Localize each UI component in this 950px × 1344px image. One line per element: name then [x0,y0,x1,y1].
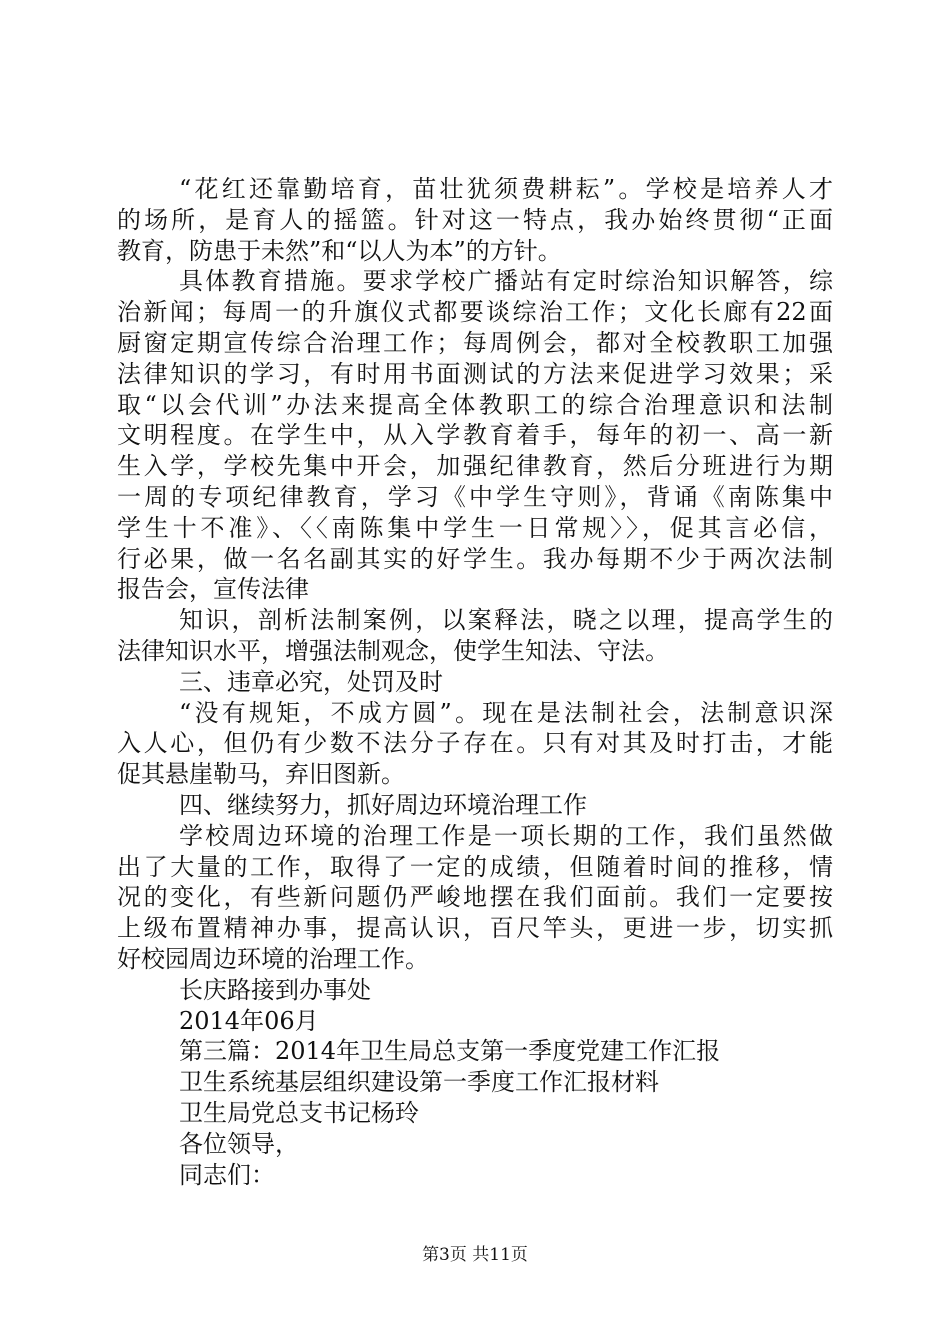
text-line: 报告会，宣传法律 [117,575,309,604]
text-line: 学生十不准》、〈〈南陈集中学生一日常规〉〉，促其言必信， [117,513,833,542]
salutation: 各位领导， [179,1129,299,1158]
text-line: 学校周边环境的治理工作是一项长期的工作，我们虽然做 [179,821,833,850]
text-line: 行必果，做一名名副其实的好学生。我办每期不少于两次法制 [117,544,833,573]
text-line: 的场所，是育人的摇篮。针对这一特点，我办始终贯彻“正面 [117,205,833,234]
signature-office: 长庆路接到办事处 [179,975,371,1004]
text-line: 上级布置精神办事，提高认识，百尺竿头，更进一步，切实抓 [117,914,833,943]
salutation: 同志们： [179,1160,275,1189]
signature-date: 2014年06月 [179,1006,319,1035]
page-number-footer: 第3页 共11页 [422,1245,528,1265]
text-line: 取“以会代训”办法来提高全体教职工的综合治理意识和法制 [117,390,833,419]
document-body [117,174,833,1190]
text-line: 教育，防患于未然”和“以人为本”的方针。 [117,236,562,265]
text-line: 促其悬崖勒马，弃旧图新。 [117,760,405,789]
text-line: 治新闻；每周一的升旗仪式都要谈综治工作；文化长廊有22面 [117,298,833,327]
text-line: 生入学，学校先集中开会，加强纪律教育，然后分班进行为期 [117,452,833,481]
text-line: 出了大量的工作，取得了一定的成绩，但随着时间的推移，情 [117,852,833,881]
text-line: 法律知识水平，增强法制观念，使学生知法、守法。 [117,636,669,665]
section-heading: 四、继续努力，抓好周边环境治理工作 [179,790,587,819]
text-line: 入人心，但仍有少数不法分子存在。只有对其及时打击，才能 [117,729,833,758]
report-author: 卫生局党总支书记杨玲 [179,1098,419,1127]
text-line: 文明程度。在学生中，从入学教育着手，每年的初一、高一新 [117,421,833,450]
text-line: “花红还靠勤培育，苗壮犹须费耕耘”。学校是培养人才 [179,175,833,203]
report-title: 卫生系统基层组织建设第一季度工作汇报材料 [179,1068,659,1097]
text-line: 好校园周边环境的治理工作。 [117,944,429,973]
text-line: 具体教育措施。要求学校广播站有定时综治知识解答，综 [179,267,833,296]
text-line: 知识，剖析法制案例，以案释法，晓之以理，提高学生的 [179,606,833,635]
chapter-title: 第三篇：2014年卫生局总支第一季度党建工作汇报 [179,1037,721,1066]
text-line: 法律知识的学习，有时用书面测试的方法来促进学习效果；采 [117,359,833,388]
text-line: 一周的专项纪律教育，学习《中学生守则》，背诵《南陈集中 [117,482,833,511]
section-heading: 三、违章必究，处罚及时 [179,667,443,696]
text-line: 况的变化，有些新问题仍严峻地摆在我们面前。我们一定要按 [117,883,833,912]
text-line: 厨窗定期宣传综合治理工作；每周例会，都对全校教职工加强 [117,328,833,357]
text-line: “没有规矩，不成方圆”。现在是法制社会，法制意识深 [179,698,833,727]
